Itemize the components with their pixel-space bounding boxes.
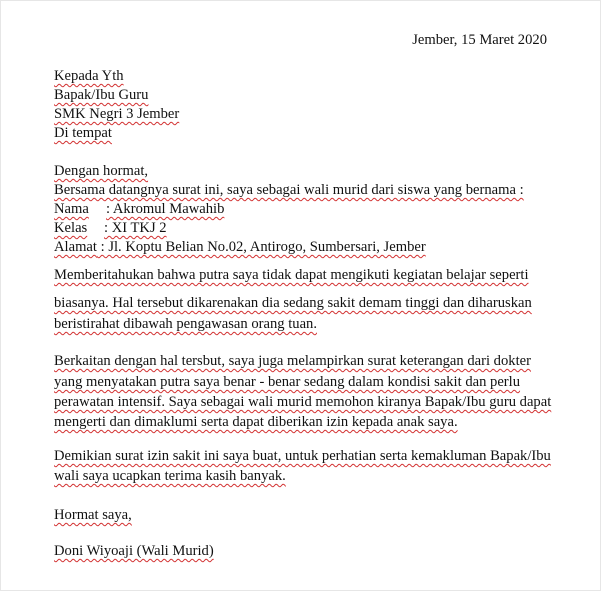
paragraph2-line-1: Berkaitan dengan hal tersbut, saya juga melampirkan surat keterangan dari dokter: [54, 353, 531, 369]
student-name-row: [54, 200, 224, 219]
paragraph2-line-3: perawatan intensif. Saya sebagai wali murid memohon kiranya Bapak/Ibu guru dapat: [54, 394, 552, 410]
paragraph1-line-2: biasanya. Hal tersebut dikarenakan dia sedang sakit demam tinggi dan diharuskan: [54, 295, 532, 311]
student-name-label: Nama: [54, 201, 89, 217]
closing: Hormat saya,: [54, 507, 132, 523]
signature: Doni Wiyoaji (Wali Murid): [54, 543, 214, 559]
student-name-value: : Akromul Mawahib: [106, 201, 225, 217]
recipient-line-1: Kepada Yth: [54, 68, 124, 84]
recipient-line-2: Bapak/Ibu Guru: [54, 87, 149, 103]
recipient-line-3: SMK Negri 3 Jember: [54, 106, 180, 122]
student-class-value: : XI TKJ 2: [104, 220, 167, 236]
recipient-line-4: Di tempat: [54, 125, 112, 141]
paragraph1-line-1: Memberitahukan bahwa putra saya tidak dapat mengikuti kegiatan belajar seperti: [54, 267, 529, 283]
student-address-value: : Jl. Koptu Belian No.02, Antirogo, Sumbersari, Jember: [96, 239, 426, 255]
student-class-label: Kelas: [54, 220, 88, 236]
paragraph1-line-3: beristirahat dibawah pengawasan orang tuan.: [54, 316, 317, 332]
student-address-row: [54, 238, 426, 257]
paragraph2-line-2: yang menyatakan putra saya benar - benar sedang dalam kondisi sakit dan perlu: [54, 374, 521, 390]
intro-line: Bersama datangnya surat ini, saya sebagai wali murid dari siswa yang bernama :: [54, 182, 524, 198]
letter-date: Jember, 15 Maret 2020: [412, 32, 547, 48]
paragraph3-line-1: Demikian surat izin sakit ini saya buat, untuk perhatian serta kemakluman Bapak/Ibu: [54, 448, 551, 464]
student-address-label: Alamat: [54, 239, 97, 255]
greeting: Dengan hormat,: [54, 163, 149, 179]
student-class-row: [54, 219, 167, 238]
paragraph3-line-2: wali saya ucapkan terima kasih banyak.: [54, 468, 286, 484]
paragraph2-line-4: mengerti dan dimaklumi serta dapat diberikan izin kepada anak saya.: [54, 414, 458, 430]
